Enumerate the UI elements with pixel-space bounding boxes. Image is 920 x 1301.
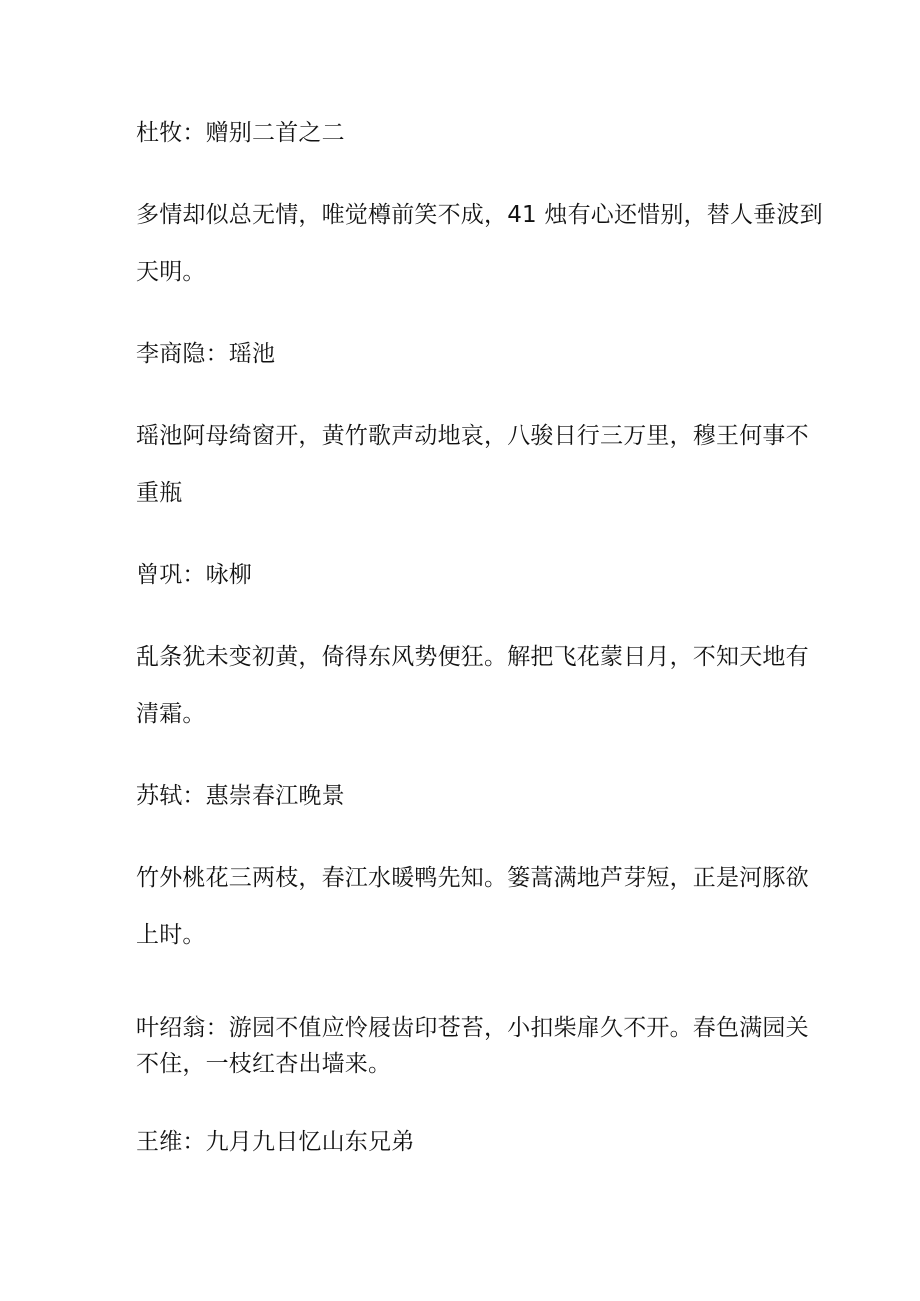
poem-text-line: 上时。 — [136, 922, 206, 948]
poem-text-line: 瑶池阿母绮窗开，黄竹歌声动地哀，八骏日行三万里，穆王何事不 — [136, 423, 809, 449]
poem-title-wang-wei: 王维：九月九日忆山东兄弟 — [136, 1129, 415, 1155]
poem-text-line: 竹外桃花三两枝，春江水暖鸭先知。篓蒿满地芦芽短，正是河豚欲 — [136, 865, 809, 891]
poem-ye-shaoweng: 叶绍翁：游园不值应怜屐齿印苍苔，小扣柴扉久不开。春色满园关 — [136, 1015, 809, 1041]
poem-text-line: 乱条犹未变初黄，倚得东风势便狂。解把飞花蒙日月，不知天地有 — [136, 644, 809, 670]
poem-title-li-shangyin: 李商隐：瑶池 — [136, 341, 276, 367]
poem-title-su-shi: 苏轼：惠崇春江晚景 — [136, 783, 345, 809]
poem-text-line: 清霜。 — [136, 701, 206, 727]
poem-text-line: 天明。 — [136, 259, 206, 285]
poem-title-du-mu: 杜牧：赠别二首之二 — [136, 120, 345, 146]
poem-text-line: 多情却似总无情，唯觉樽前笑不成，41 烛有心还惜别，替人垂波到 — [136, 202, 823, 228]
poem-title-zeng-gong: 曾巩：咏柳 — [136, 562, 252, 588]
poem-text-line: 重瓶 — [136, 480, 183, 506]
poem-text-line: 不住，一枝红杏出墙来。 — [136, 1051, 392, 1077]
